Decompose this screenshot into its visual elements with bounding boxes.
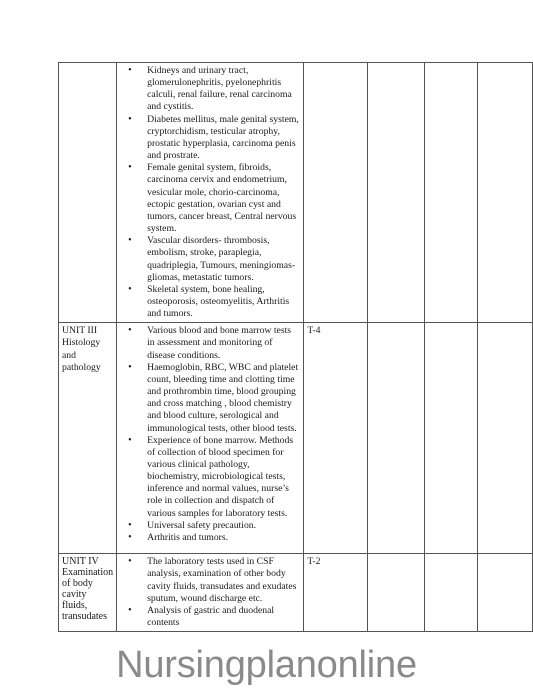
hours-cell: T-2 (304, 554, 368, 632)
unit-title: UNIT IV (62, 556, 99, 568)
unit-title: Histology and (62, 337, 101, 361)
table-row (59, 323, 533, 554)
topics-cell (117, 63, 304, 323)
list-item: • Female genital system, fibroids, carcinoma cervix and endometrium, vesicular mole, chorio-carcinoma, ectopic gestation, ovarian cyst and tumors, cancer breast, Central nervous system. (147, 162, 300, 235)
empty-cell (425, 554, 478, 632)
list-item: • Haemoglobin, RBC, WBC and platelet count, bleeding time and clotting time and prothrombin time, blood grouping and cross matching , blood chemistry and blood culture, serological and immunological tests, other blood tests. (147, 362, 300, 435)
unit-title: Examination (62, 567, 114, 579)
table-row (59, 63, 533, 323)
list-item: • Analysis of gastric and duodenal contents (147, 605, 300, 629)
empty-cell (367, 323, 424, 554)
list-item: • Experience of bone marrow. Methods of collection of blood specimen for various clinical pathology, biochemistry, microbiological tests, inference and normal values, nurse’s role in collection and dispatch of various samples for laboratory tests. (147, 435, 300, 520)
unit-title: cavity fluids, (62, 589, 88, 612)
topics-cell (117, 323, 304, 554)
watermark: Nursingplanonline (116, 644, 417, 686)
hours-cell (304, 63, 368, 323)
list-item: • Various blood and bone marrow tests in assessment and monitoring of disease conditions. (147, 325, 300, 361)
list-item: • Vascular disorders- thrombosis, embolism, stroke, paraplegia, quadriplegia, Tumours, meningiomas-gliomas, metastatic tumors. (147, 235, 300, 284)
list-item: • The laboratory tests used in CSF analysis, examination of other body cavity fluids, transudates and exudates sputum, wound discharge etc. (147, 556, 300, 605)
topics-cell (117, 554, 304, 632)
list-item: • Skeletal system, bone healing, osteoporosis, osteomyelitis, Arthritis and tumors. (147, 284, 300, 320)
unit-title: pathology (62, 361, 101, 373)
topic-list (120, 325, 300, 544)
unit-title: UNIT III (62, 325, 98, 337)
empty-cell (478, 554, 533, 632)
syllabus-table (58, 62, 533, 632)
topic-list (120, 556, 300, 629)
hours-cell: T-4 (304, 323, 368, 554)
list-item: • Universal safety precaution. (147, 520, 300, 532)
list-item: • Kidneys and urinary tract, glomerulonephritis, pyelonephritis calculi, renal failure, renal carcinoma and cystitis. (147, 65, 300, 114)
empty-cell (478, 63, 533, 323)
unit-title: transudates (62, 611, 107, 623)
empty-cell (367, 63, 424, 323)
list-item: • Diabetes mellitus, male genital system, cryptorchidism, testicular atrophy, prostatic hyperplasia, carcinoma penis and prostrate. (147, 114, 300, 163)
unit-cell (59, 554, 117, 632)
unit-cell (59, 323, 117, 554)
empty-cell (478, 323, 533, 554)
topic-list (120, 65, 300, 320)
unit-cell (59, 63, 117, 323)
list-item: • Arthritis and tumors. (147, 532, 300, 544)
empty-cell (425, 323, 478, 554)
empty-cell (425, 63, 478, 323)
empty-cell (367, 554, 424, 632)
table-row (59, 554, 533, 632)
unit-title: of body (62, 578, 93, 590)
